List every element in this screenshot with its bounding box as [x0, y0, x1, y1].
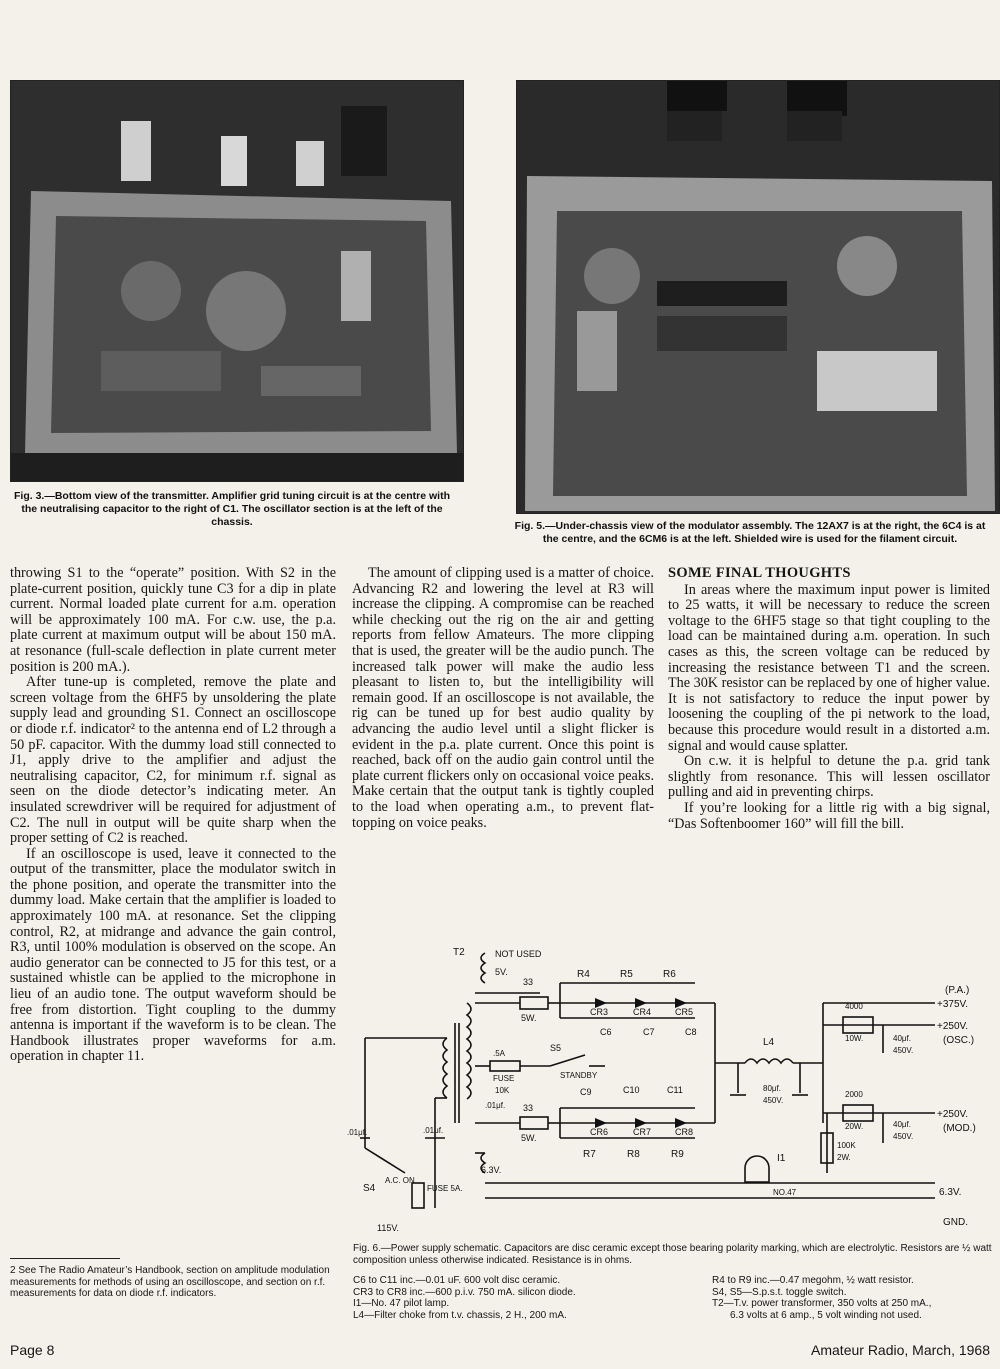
c11-label: C11	[667, 1085, 683, 1095]
five-volt-label: 5V.	[495, 967, 508, 977]
footnote: 2 See The Radio Amateur’s Handbook, section on amplitude modulation measurements for methods of using an oscilloscope, and section on r.f. measurements for data on diode r.f. indicators.	[10, 1265, 330, 1299]
fig3-photo	[10, 80, 464, 482]
no47-label: NO.47	[773, 1188, 797, 1197]
fuse-half-amp-label: .5A	[493, 1049, 506, 1058]
not-used-label: NOT USED	[495, 949, 542, 959]
c01b-label: .01μf.	[347, 1128, 368, 1137]
ac-on-label: A.C. ON	[385, 1176, 415, 1185]
cr5-label: CR5	[675, 1007, 694, 1017]
c40b-volt-label: 450V.	[893, 1132, 914, 1141]
col2-paragraph-1: The amount of clipping used is a matter of choice. Advancing R2 and lowering the level at R3 will increase the clipping. A compromise can be reached while checking out the rig on the air and getting reports from fellow Amateurs. The more clipping that is used, the greater will be the audio punch. The increased talk power will make the audio less pleasant to listen to, but the intelligibility will remain good. If an oscilloscope is not available, the rig can be tuned up for best audio quality by advancing the audio level until a slight flicker is evident in the p.a. plate current. Once this point is reached, back off on the audio gain control until the plate current flickers only on occasional voice peaks. Make certain that the output tank is tightly coupled to the load when operating a.m., to prevent flat-topping on voice peaks.	[352, 565, 654, 831]
r4000-label: 4000	[845, 1002, 863, 1011]
fig6-caption: Fig. 6.—Power supply schematic. Capacitors are disc ceramic except those bearing polarity marking, which are electrolytic. Resistors are ½ watt composition unless otherwise indicated. Resistance is in ohms.	[353, 1243, 992, 1266]
r4-label: R4	[577, 969, 590, 980]
r2000-label: 2000	[845, 1090, 863, 1099]
c8-label: C8	[685, 1027, 697, 1037]
r8-label: R8	[627, 1149, 640, 1160]
parts-line: T2—T.v. power transformer, 350 volts at 250 mA.,	[712, 1298, 932, 1309]
v115-label: 115V.	[377, 1223, 400, 1233]
i1-label: I1	[777, 1153, 786, 1164]
column-1	[10, 566, 336, 1065]
r33a-watt-label: 5W.	[521, 1013, 537, 1023]
col1-paragraph-1: throwing S1 to the “operate” position. With S2 in the plate-current position, quickly tune C3 for a dip in plate current. Normal loaded plate current for a.m. operation will be approximately 100 mA. For c.w. use, the p.a. plate current at maximum output will be about 150 mA. at resonance (full-scale deflection in plate current meter position is 200 mA.).	[10, 565, 336, 675]
cr7-label: CR7	[633, 1127, 652, 1137]
v250-osc-label: +250V.	[937, 1021, 969, 1032]
pa-label: (P.A.)	[945, 985, 970, 996]
osc-label: (OSC.)	[943, 1035, 975, 1046]
section-heading: SOME FINAL THOUGHTS	[668, 565, 851, 581]
parts-line: L4—Filter choke from t.v. chassis, 2 H., 200 mA.	[353, 1309, 567, 1321]
power-supply-schematic	[345, 943, 997, 1235]
r100k-label: 100K	[837, 1141, 856, 1150]
col3-paragraph-1: In areas where the maximum input power is limited to 25 watts, it will be necessary to reduce the screen voltage to the 6HF5 stage so that tight coupling to the load can be maintained during a.m. operation. In such cases as this, the screen voltage can be reduced by increasing the resistance between T1 and the screen. The 30K resistor can be replaced by one of higher value. It is not satisfactory to reduce the input power by loosening the coupling of the pi network to the load, because this procedure would result in a distorted a.m. signal and would cause splatter.	[668, 581, 990, 754]
c40b-label: 40μf.	[893, 1120, 911, 1129]
parts-line: I1—No. 47 pilot lamp.	[353, 1298, 450, 1309]
r33b-watt-label: 5W.	[521, 1133, 537, 1143]
schematic-drawing	[345, 943, 997, 1235]
parts-list-left	[353, 1275, 576, 1321]
r100k-watt-label: 2W.	[837, 1153, 851, 1162]
cr4-label: CR4	[633, 1007, 652, 1017]
r10k-label: 10K	[495, 1086, 510, 1095]
col3-paragraph-2: On c.w. it is helpful to detune the p.a. grid tank slightly from resonance. This will lessen oscillator pulling and aid in preventing chirps.	[668, 753, 990, 801]
magazine-footer: Amateur Radio, March, 1968	[811, 1342, 990, 1358]
col1-paragraph-2: After tune-up is completed, remove the plate and screen voltage from the 6HF5 by unsoldering the plate supply lead and grounding S1. Connect an oscilloscope or diode r.f. indicator² to the antenna end of L2 through a 50 pF. capacitor. With the dummy load still connected to J1, apply drive to the amplifier and adjust the neutralising capacitor, C2, for minimum r.f. signal as seen on the diode detector’s indicating meter. An insulated screwdriver will be required for adjustment of C2. The null in output will be quite sharp when the proper setting of C2 is reached.	[10, 674, 336, 847]
c80-volt-label: 450V.	[763, 1096, 784, 1105]
cr6-label: CR6	[590, 1127, 609, 1137]
parts-line: CR3 to CR8 inc.—600 p.i.v. 750 mA. silicon diode.	[353, 1286, 576, 1298]
fig5-caption: Fig. 5.—Under-chassis view of the modulator assembly. The 12AX7 is at the right, the 6C4 is at the centre, and the 6CM6 is at the left. Shielded wire is used for the filament circuit.	[514, 520, 986, 545]
parts-line: S4, S5—S.p.s.t. toggle switch.	[712, 1286, 847, 1298]
footnote-rule	[10, 1258, 120, 1259]
col3-paragraph-3: If you’re looking for a little rig with a big signal, “Das Softenboomer 160” will fill the bill.	[668, 799, 990, 832]
c01a-label: .01μf.	[485, 1101, 506, 1110]
v375-label: +375V.	[937, 999, 969, 1010]
l4-label: L4	[763, 1037, 775, 1048]
c40a-volt-label: 450V.	[893, 1046, 914, 1055]
v63-out-label: 6.3V.	[939, 1187, 962, 1198]
r9-label: R9	[671, 1149, 684, 1160]
r6-label: R6	[663, 969, 676, 980]
r4000-watt-label: 10W.	[845, 1034, 864, 1043]
c6-label: C6	[600, 1027, 612, 1037]
c80-label: 80μf.	[763, 1084, 781, 1093]
gnd-label: GND.	[943, 1217, 968, 1228]
column-3	[668, 566, 990, 832]
t2-label: T2	[453, 947, 465, 958]
c7-label: C7	[643, 1027, 655, 1037]
column-2	[352, 566, 654, 831]
c40a-label: 40μf.	[893, 1034, 911, 1043]
cr3-label: CR3	[590, 1007, 609, 1017]
r5-label: R5	[620, 969, 633, 980]
parts-line: 6.3 volts at 6 amp., 5 volt winding not used.	[730, 1309, 922, 1321]
filament-label: 6.3V.	[481, 1165, 502, 1175]
fuse-5a-label: FUSE 5A.	[427, 1184, 463, 1193]
page-number: Page 8	[10, 1342, 55, 1358]
fig5-photo	[516, 80, 1000, 514]
r7-label: R7	[583, 1149, 596, 1160]
mod-label: (MOD.)	[943, 1123, 976, 1134]
s4-label: S4	[363, 1183, 376, 1194]
v250-mod-label: +250V.	[937, 1109, 969, 1120]
parts-line: C6 to C11 inc.—0.01 uF. 600 volt disc ceramic.	[353, 1275, 561, 1286]
standby-label: STANDBY	[560, 1071, 598, 1080]
parts-list-right	[712, 1275, 931, 1321]
parts-line: R4 to R9 inc.—0.47 megohm, ½ watt resistor.	[712, 1275, 914, 1286]
c10-label: C10	[623, 1085, 640, 1095]
r33a-label: 33	[523, 977, 534, 987]
r33b-label: 33	[523, 1103, 534, 1113]
c9-label: C9	[580, 1087, 592, 1097]
c01c-label: .01μf.	[423, 1126, 444, 1135]
r2000-watt-label: 20W.	[845, 1122, 864, 1131]
fuse-label: FUSE	[493, 1074, 515, 1083]
s5-label: S5	[550, 1043, 562, 1053]
cr8-label: CR8	[675, 1127, 694, 1137]
fig3-caption: Fig. 3.—Bottom view of the transmitter. Amplifier grid tuning circuit is at the centre with the neutralising capacitor to the right of C1. The oscillator section is at the left of the chassis.	[14, 490, 450, 528]
col1-paragraph-3: If an oscilloscope is used, leave it connected to the output of the transmitter, place the modulator switch in the phone position, and operate the transmitter into the dummy load. Make certain that the amplifier is loaded to approximately 100 mA. at resonance. Set the clipping control, R2, at midrange and advance the gain control, R3, until 100% modulation is observed on the scope. An audio generator can be connected to J5 for this test, or a sustained whistle can be applied to the microphone in lieu of an audio tone. The output waveform should be free from distortion. Tight coupling to the dummy antenna is important if the waveform is to be clean. The Handbook illustrates proper waveforms for a.m. operation in chapter 11.	[10, 845, 336, 1065]
